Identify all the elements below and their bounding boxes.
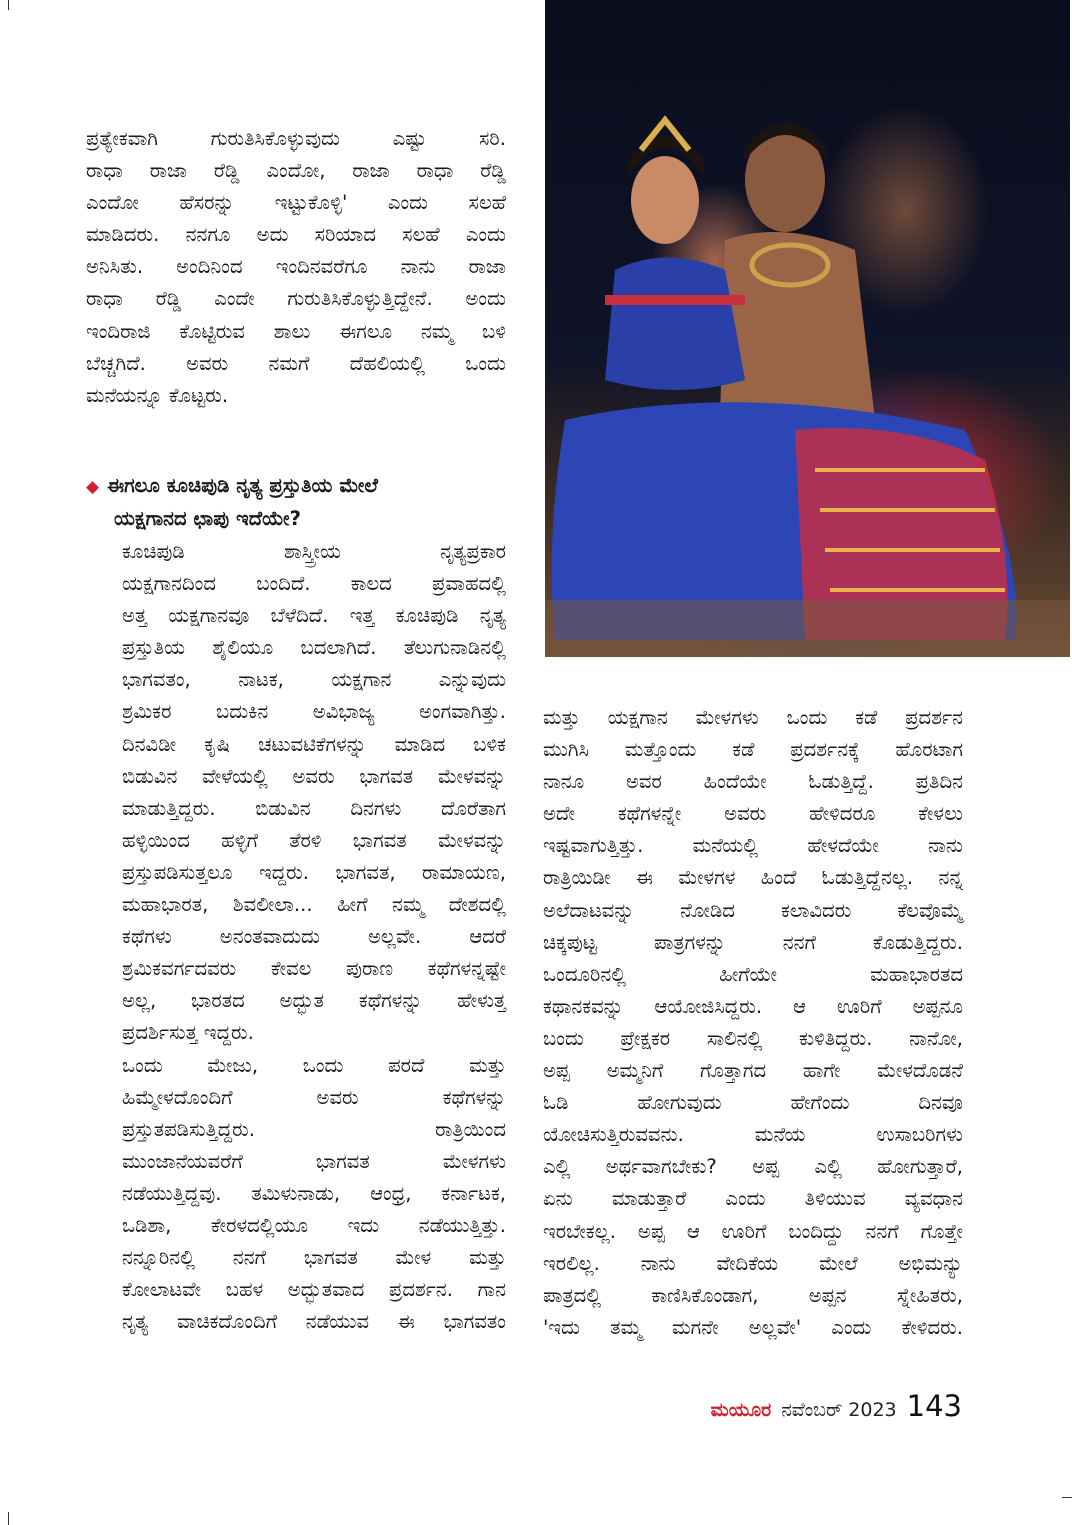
paragraph-4 <box>543 702 963 1344</box>
text-line: ಇಂದಿರಾಜಿ ಕೊಟ್ಟಿರುವ ಶಾಲು ಈಗಲೂ ನಮ್ಮ ಬಳಿ <box>86 319 506 343</box>
text-line: ಪಾತ್ರದಲ್ಲಿ ಕಾಣಿಸಿಕೊಂಡಾಗ, ಅಪ್ಪನ ಸ್ನೇಹಿತರು, <box>543 1283 963 1307</box>
text-line: ಅಲೆದಾಟವನ್ನು ನೋಡಿದ ಕಲಾವಿದರು ಕೆಲವೊಮ್ಮೆ <box>543 898 963 922</box>
text-line: ಮಾಡುತ್ತಿದ್ದರು. ಬಿಡುವಿನ ದಿನಗಳು ದೊರೆತಾಗ <box>122 796 506 820</box>
left-column <box>86 123 506 412</box>
text-line: ನಾನೂ ಅವರ ಹಿಂದೆಯೇ ಓಡುತ್ತಿದ್ದೆ. ಪ್ರತಿದಿನ <box>543 770 963 794</box>
text-line: ರಾತ್ರಿಯಿಡೀ ಈ ಮೇಳಗಳ ಹಿಂದೆ ಓಡುತ್ತಿದ್ದೆನಲ್ಲ. ನನ್ನ <box>543 866 963 890</box>
text-line: ಇರಲಿಲ್ಲ. ನಾನು ವೇದಿಕೆಯ ಮೇಲೆ ಅಭಿಮನ್ಯು <box>543 1251 963 1275</box>
text-line: ಶ್ರಮಿಕರ ಬದುಕಿನ ಅವಿಭಾಜ್ಯ ಅಂಗವಾಗಿತ್ತು. <box>122 700 506 724</box>
text-line: ಶ್ರಮಿಕವರ್ಗದವರು ಕೇವಲ ಪುರಾಣ ಕಥೆಗಳನ್ನಷ್ಟೇ <box>122 957 506 981</box>
female-blouse <box>605 258 745 391</box>
diamond-bullet-icon: ◆ <box>86 477 100 497</box>
text-line: ಹಳ್ಳಿಯಿಂದ ಹಳ್ಳಿಗೆ ತೆರಳಿ ಭಾಗವತ ಮೇಳವನ್ನು <box>122 828 506 852</box>
text-line: ಪ್ರಸ್ತುತಪಡಿಸುತ್ತಿದ್ದರು. ರಾತ್ರಿಯಿಂದ <box>122 1117 506 1141</box>
text-line: ಕಥೆಗಳು ಅನಂತವಾದುದು ಅಲ್ಲವೇ. ಆದರೆ <box>122 925 506 949</box>
dancers-illustration <box>545 0 1070 657</box>
text-line: ಮಾಡಿದರು. ನನಗೂ ಅದು ಸರಿಯಾದ ಸಲಹೆ ಎಂದು <box>86 223 506 247</box>
text-line: ಪ್ರಸ್ತುಪಡಿಸುತ್ತಲೂ ಇದ್ದರು. ಭಾಗವತ, ರಾಮಾಯಣ, <box>122 860 506 884</box>
text-line: ನಡೆಯುತ್ತಿದ್ದವು. ತಮಿಳುನಾಡು, ಆಂಧ್ರ, ಕರ್ನಾಟಕ, <box>122 1181 506 1205</box>
text-line: ಅಲ್ಲ, ಭಾರತದ ಅದ್ಭುತ ಕಥೆಗಳನ್ನು ಹೇಳುತ್ತ <box>122 989 506 1013</box>
question-line-1: ಈಗಲೂ ಕೂಚಿಪುಡಿ ನೃತ್ಯ ಪ್ರಸ್ತುತಿಯ ಮೇಲೆ <box>107 474 378 497</box>
text-line: ಮನೆಯನ್ನೂ ಕೊಟ್ಟರು. <box>86 383 229 407</box>
text-line: ಕೂಚಿಪುಡಿ ಶಾಸ್ತ್ರೀಯ ನೃತ್ಯಪ್ರಕಾರ <box>122 540 506 563</box>
left-column-answer <box>86 536 506 1338</box>
text-line: ಬಿಡುವಿನ ವೇಳೆಯಲ್ಲಿ ಅವರು ಭಾಗವತ ಮೇಳವನ್ನು <box>122 764 506 788</box>
text-line: ಮಹಾಭಾರತ, ಶಿವಲೀಲಾ... ಹೀಗೆ ನಮ್ಮ ದೇಶದಲ್ಲಿ <box>122 893 506 917</box>
text-line: ರಾಧಾ ರೆಡ್ಡಿ ಎಂದೇ ಗುರುತಿಸಿಕೊಳ್ಳುತ್ತಿದ್ದೇನೆ. ಅಂದು <box>86 287 506 311</box>
text-line: ದಿನವಿಡೀ ಕೃಷಿ ಚಟುವಟಿಕೆಗಳನ್ನು ಮಾಡಿದ ಬಳಿಕ <box>122 732 506 756</box>
text-line: ಒಂದೂರಿನಲ್ಲಿ ಹೀಗೆಯೇ ಮಹಾಭಾರತದ <box>543 962 963 986</box>
text-line: ಅತ್ತ ಯಕ್ಷಗಾನವೂ ಬೆಳೆದಿದೆ. ಇತ್ತ ಕೂಚಿಪುಡಿ ನೃತ್ಯ <box>122 604 506 628</box>
question-line-2: ಯಕ್ಷಗಾನದ ಛಾಪು ಇದೆಯೇ? <box>114 507 301 530</box>
text-line: ರಾಧಾ ರಾಜಾ ರೆಡ್ಡಿ ಎಂದೋ, ರಾಜಾ ರಾಧಾ ರೆಡ್ಡಿ <box>86 159 506 183</box>
crop-mark-bottom-left <box>8 1512 9 1525</box>
text-line: ಒಡಿಶಾ, ಕೇರಳದಲ್ಲಿಯೂ ಇದು ನಡೆಯುತ್ತಿತ್ತು. <box>122 1213 506 1237</box>
text-line: ಮುಗಿಸಿ ಮತ್ತೊಂದು ಕಡೆ ಪ್ರದರ್ಶನಕ್ಕೆ ಹೊರಟಾಗ <box>543 738 963 762</box>
text-line: ಬೆಚ್ಚಗಿದೆ. ಅವರು ನಮಗೆ ದೆಹಲಿಯಲ್ಲಿ ಒಂದು <box>86 351 506 375</box>
text-line: ಪ್ರದರ್ಶಿಸುತ್ತ ಇದ್ದರು. <box>122 1021 254 1045</box>
paragraph-3 <box>86 1050 506 1339</box>
page-number: 143 <box>906 1389 962 1423</box>
text-line: ಯಕ್ಷಗಾನದಿಂದ ಬಂದಿದೆ. ಕಾಲದ ಪ್ರವಾಹದಲ್ಲಿ <box>122 572 506 596</box>
text-line: ಕೋಲಾಟವೇ ಬಹಳ ಅದ್ಭುತವಾದ ಪ್ರದರ್ಶನ. ಗಾನ <box>122 1278 506 1302</box>
text-line: ಬಂದು ಪ್ರೇಕ್ಷಕರ ಸಾಲಿನಲ್ಲಿ ಕುಳಿತಿದ್ದರು. ನಾನೋ, <box>543 1026 963 1050</box>
text-line: ಒಂದು ಮೇಜು, ಒಂದು ಪರದೆ ಮತ್ತು <box>122 1053 506 1077</box>
dancers-photo <box>545 0 1070 657</box>
text-line: ಇರಬೇಕಲ್ಲ. ಅಪ್ಪ ಆ ಊರಿಗೆ ಬಂದಿದ್ದು ನನಗೆ ಗೊತ್ತೇ <box>543 1219 963 1243</box>
text-line: ಎಲ್ಲಿ ಅರ್ಥವಾಗಬೇಕು? ಅಪ್ಪ ಎಲ್ಲಿ ಹೋಗುತ್ತಾರೆ, <box>543 1155 963 1179</box>
text-line: ಮತ್ತು ಯಕ್ಷಗಾನ ಮೇಳಗಳು ಒಂದು ಕಡೆ ಪ್ರದರ್ಶನ <box>543 706 963 729</box>
text-line: ಭಾಗವತಂ, ನಾಟಕ, ಯಕ್ಷಗಾನ ಎನ್ನುವುದು <box>122 668 506 692</box>
text-line: ಚಿಕ್ಕಪುಟ್ಟ ಪಾತ್ರಗಳನ್ನು ನನಗೆ ಕೊಡುತ್ತಿದ್ದರು. <box>543 930 963 954</box>
page-footer <box>711 1389 962 1429</box>
text-line: ಯೋಚಿಸುತ್ತಿರುವವನು. ಮನೆಯ ಉಸಾಬರಿಗಳು <box>543 1123 963 1147</box>
text-line: ಇಷ್ಟವಾಗುತ್ತಿತ್ತು. ಮನೆಯಲ್ಲಿ ಹೇಳದೆಯೇ ನಾನು <box>543 834 963 858</box>
paragraph-1 <box>86 123 506 412</box>
magazine-brand: ಮಯೂರ <box>710 1399 772 1421</box>
text-line: 'ಇದು ತಮ್ಮ ಮಗನೇ ಅಲ್ಲವೇ' ಎಂದು ಕೇಳಿದರು. <box>543 1315 963 1339</box>
right-column <box>543 702 963 1344</box>
text-line: ಎಂದೋ ಹೆಸರನ್ನು ಇಟ್ಟುಕೊಳ್ಳಿ' ಎಂದು ಸಲಹೆ <box>86 191 506 215</box>
text-line: ಏನು ಮಾಡುತ್ತಾರೆ ಎಂದು ತಿಳಿಯುವ ವ್ಯವಧಾನ <box>543 1187 963 1211</box>
text-line: ಪ್ರತ್ಯೇಕವಾಗಿ ಗುರುತಿಸಿಕೊಳ್ಳುವುದು ಎಷ್ಟು ಸರಿ. <box>86 127 506 150</box>
paragraph-2 <box>86 536 506 1050</box>
text-line: ಓಡಿ ಹೋಗುವುದು ಹೇಗೆಂದು ದಿನವೂ <box>543 1091 963 1115</box>
issue-date: ನವೆಂಬರ್ 2023 <box>781 1399 897 1421</box>
text-line: ಮುಂಜಾನೆಯವರೆಗೆ ಭಾಗವತ ಮೇಳಗಳು <box>122 1149 506 1173</box>
text-line: ಅದೇ ಕಥೆಗಳನ್ನೇ ಅವರು ಹೇಳಿದರೂ ಕೇಳಲು <box>543 802 963 826</box>
text-line: ನೃತ್ಯ ವಾಚಿಕದೊಂದಿಗೆ ನಡೆಯುವ ಈ ಭಾಗವತಂ <box>122 1310 506 1334</box>
stage-floor <box>545 600 1070 657</box>
crop-mark-bottom-right <box>1062 1497 1072 1498</box>
text-line: ಕಥಾನಕವನ್ನು ಆಯೋಜಿಸಿದ್ದರು. ಆ ಊರಿಗೆ ಅಪ್ಪನೂ <box>543 994 963 1018</box>
male-dancer-torso <box>720 232 875 430</box>
female-dancer-head <box>631 156 699 244</box>
interview-question <box>86 470 506 535</box>
text-line: ಅಪ್ಪ ಅಮ್ಮನಿಗೆ ಗೊತ್ತಾಗದ ಹಾಗೇ ಮೇಳದೊಡನೆ <box>543 1059 963 1083</box>
crop-mark-top-left <box>8 0 9 10</box>
text-line: ನನ್ನೂರಿನಲ್ಲಿ ನನಗೆ ಭಾಗವತ ಮೇಳ ಮತ್ತು <box>122 1246 506 1270</box>
text-line: ಹಿಮ್ಮೇಳದೊಂದಿಗೆ ಅವರು ಕಥೆಗಳನ್ನು <box>122 1085 506 1109</box>
text-line: ಅನಿಸಿತು. ಅಂದಿನಿಂದ ಇಂದಿನವರೆಗೂ ನಾನು ರಾಜಾ <box>86 255 506 279</box>
text-line: ಪ್ರಸ್ತುತಿಯ ಶೈಲಿಯೂ ಬದಲಾಗಿದೆ. ತೆಲುಗುನಾಡಿನಲ್ಲಿ <box>122 636 506 660</box>
